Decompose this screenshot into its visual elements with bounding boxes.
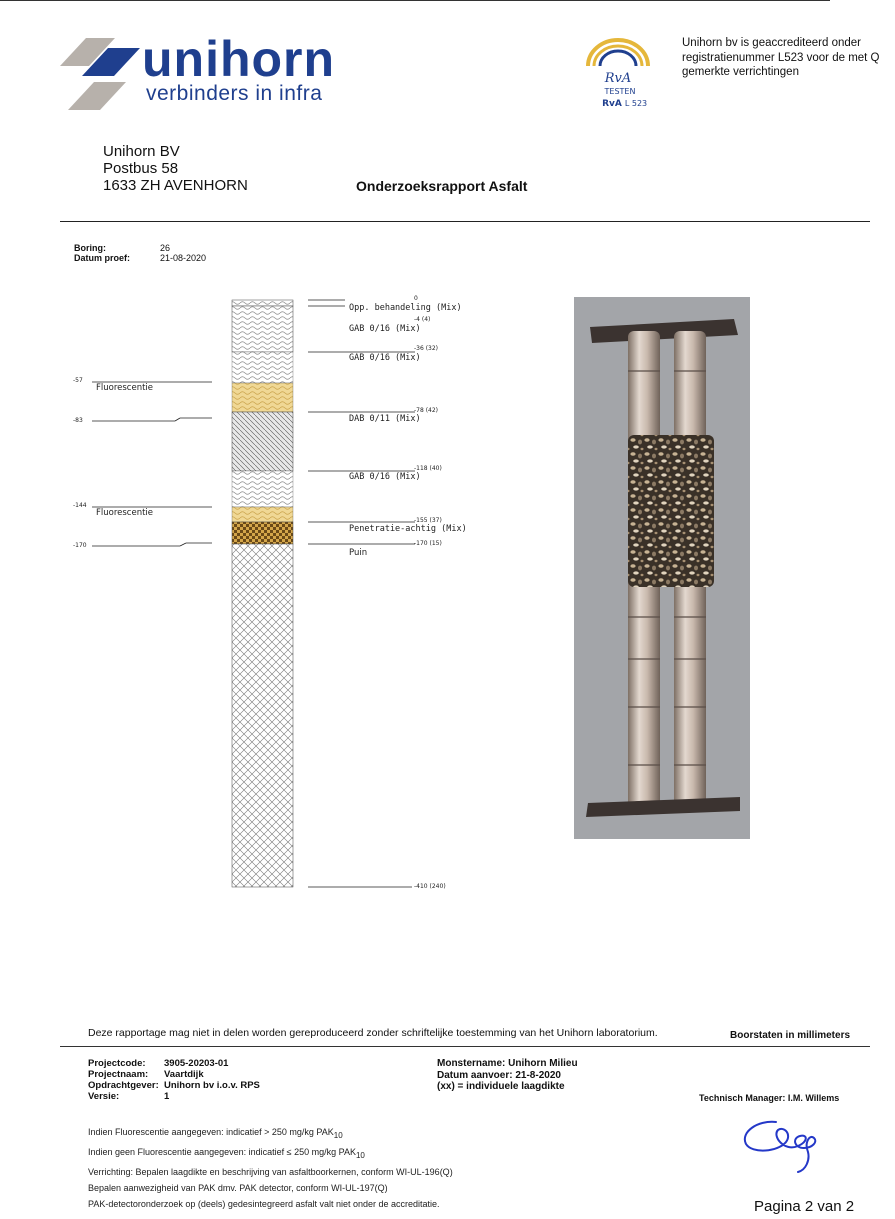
layer-gab-2-lower bbox=[232, 383, 293, 412]
layer-gab-2-upper bbox=[232, 352, 293, 383]
accreditation-text: Unihorn bv is geaccrediteerd onder registratienummer L523 voor de met Q gemerkte verrichtingen bbox=[682, 37, 880, 78]
svg-text:RvA: RvA bbox=[604, 71, 632, 86]
depth-label: -155 (37) bbox=[414, 517, 442, 524]
depth-label: -36 (32) bbox=[414, 345, 439, 352]
boring-label: Boring: bbox=[74, 243, 106, 253]
layer-name: GAB 0/16 (Mix) bbox=[349, 472, 421, 482]
note-subscript: 10 bbox=[333, 1130, 343, 1140]
layer-name: DAB 0/11 (Mix) bbox=[349, 414, 421, 424]
datum-proef-label: Datum proef: bbox=[74, 253, 130, 263]
datum-proef-value: 21-08-2020 bbox=[160, 253, 207, 263]
note-line: Indien geen Fluorescentie aangegeven: indicatief ≤ 250 mg/kg PAK bbox=[88, 1146, 356, 1157]
depth-label: 0 bbox=[414, 295, 418, 302]
header-divider bbox=[60, 221, 870, 222]
layer-gab-1 bbox=[232, 306, 293, 352]
rva-line3: L 523 bbox=[624, 99, 648, 108]
brand-tagline: verbinders in infra bbox=[146, 82, 323, 105]
project-key: Opdrachtgever: bbox=[88, 1080, 159, 1091]
depth-label: -170 (15) bbox=[414, 540, 442, 547]
project-value: Unihorn bv i.o.v. RPS bbox=[164, 1080, 260, 1091]
brand-wordmark: unihorn bbox=[142, 31, 336, 87]
layer-name: GAB 0/16 (Mix) bbox=[349, 353, 421, 363]
fluor-depth: -57 bbox=[73, 377, 83, 384]
rva-accreditation-logo-icon bbox=[580, 38, 660, 110]
layer-name: Opp. behandeling (Mix) bbox=[349, 303, 462, 313]
monster-line: (xx) = individuele laagdikte bbox=[437, 1081, 565, 1092]
boring-value: 26 bbox=[160, 243, 171, 253]
fluor-label: Fluorescentie bbox=[96, 383, 154, 393]
layer-puin bbox=[232, 544, 293, 887]
rva-line1: TESTEN bbox=[604, 87, 636, 96]
right-boundary-lines bbox=[308, 300, 415, 887]
core-sample-photo bbox=[574, 297, 750, 839]
fluor-depth: -170 bbox=[73, 542, 87, 549]
monster-line: Monstername: Unihorn Milieu bbox=[437, 1058, 578, 1069]
layer-opp-behandeling bbox=[232, 300, 293, 306]
boring-log-diagram bbox=[0, 290, 470, 900]
units-note: Boorstaten in millimeters bbox=[730, 1030, 851, 1041]
rva-line2: RvA bbox=[602, 99, 622, 109]
note-line: PAK-detectoronderzoek op (deels) gedesintegreerd asfalt valt niet onder de accreditatie. bbox=[88, 1198, 440, 1209]
notes-block bbox=[88, 1124, 453, 1212]
layer-gab-3-upper bbox=[232, 471, 293, 507]
monster-info bbox=[437, 1058, 578, 1093]
note-line: Bepalen aanwezigheid van PAK dmv. PAK detector, conform WI-UL-197(Q) bbox=[88, 1182, 388, 1193]
layer-name: GAB 0/16 (Mix) bbox=[349, 324, 421, 334]
note-line: Verrichting: Bepalen laagdikte en beschrijving van asfaltboorkernen, conform WI-UL-196(Q) bbox=[88, 1166, 453, 1177]
project-value: 3905-20203-01 bbox=[164, 1058, 229, 1069]
project-key: Projectnaam: bbox=[88, 1069, 149, 1080]
note-subscript: 10 bbox=[355, 1150, 365, 1160]
depth-label: -78 (42) bbox=[414, 407, 439, 414]
signature-image bbox=[738, 1112, 834, 1174]
left-fluorescence-lines bbox=[92, 382, 212, 546]
project-value: 1 bbox=[164, 1091, 170, 1102]
layer-name: Penetratie-achtig (Mix) bbox=[349, 524, 467, 534]
top-rule bbox=[0, 0, 830, 1]
footer-divider bbox=[60, 1046, 870, 1047]
fluor-depth: -144 bbox=[73, 502, 87, 509]
fluor-depth: -83 bbox=[73, 417, 83, 424]
fluor-label: Fluorescentie bbox=[96, 508, 154, 518]
disclaimer-text: Deze rapportage mag niet in delen worden gereproduceerd zonder schriftelijke toestemming van het Unihorn laboratorium. bbox=[88, 1027, 658, 1039]
monster-line: Datum aanvoer: 21-8-2020 bbox=[437, 1069, 561, 1081]
depth-label: -4 (4) bbox=[414, 316, 431, 323]
technical-manager: Technisch Manager: I.M. Willems bbox=[699, 1093, 840, 1103]
boring-meta bbox=[74, 243, 206, 263]
project-key: Versie: bbox=[88, 1091, 120, 1102]
project-info bbox=[88, 1058, 260, 1102]
project-value: Vaartdijk bbox=[164, 1069, 204, 1080]
bottom-depth-label: -410 (240) bbox=[414, 883, 446, 890]
layer-name: Puin bbox=[349, 548, 368, 558]
layer-dab bbox=[232, 412, 293, 471]
report-title: Onderzoeksrapport Asfalt bbox=[356, 178, 528, 194]
layer-penetratie bbox=[232, 522, 293, 544]
page-number: Pagina 2 van 2 bbox=[754, 1198, 855, 1215]
company-address: Unihorn BV Postbus 58 1633 ZH AVENHORN bbox=[103, 143, 248, 194]
depth-label: -118 (40) bbox=[414, 465, 442, 472]
layer-gab-3-lower bbox=[232, 507, 293, 522]
unihorn-logo-icon bbox=[60, 38, 140, 110]
note-line: Indien Fluorescentie aangegeven: indicatief > 250 mg/kg PAK bbox=[88, 1127, 334, 1137]
project-key: Projectcode: bbox=[88, 1058, 146, 1069]
